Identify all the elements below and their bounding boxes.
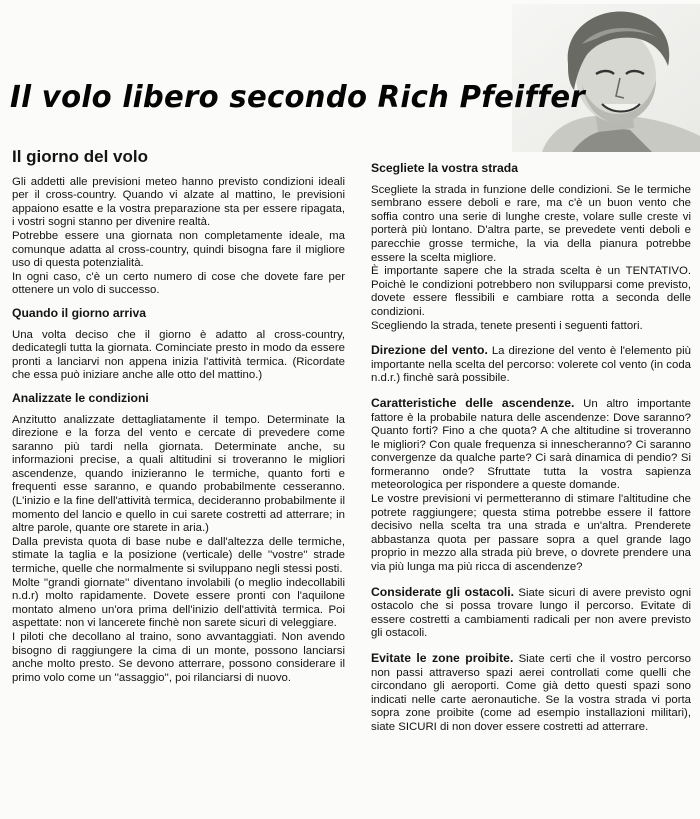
lift-characteristics-text: Un altro importante fattore è la probabile natura delle ascendenze: Dove saranno? Quanto forti? Fino a che quota? A che altitudine si troveranno le migliori? Con quale frequenza si innescheranno? Ci saranno convergenze da qualche parte? Ci sarà dinamica di pendio? Si formeranno onde? Sfruttate tutta la vostra sapienza meteorologica per rispondere a queste domande.: [371, 397, 691, 492]
article-title: Il volo libero secondo Rich Pfeiffer: [10, 80, 586, 115]
analysis-paragraph-3: Molte ''grandi giornate'' diventano involabili (o meglio indecollabili n.d.r) molto rapidamente. Dovete essere pronti con l'aquilone montato almeno un'ora prima dell'inizio dell'attività termica. Poi aspettate: non vi lancerete finchè non sarete sicuri di veleggiare.: [12, 576, 345, 630]
forbidden-zones-text: Siate certi che il vostro percorso non passi attraverso spazi aerei controllati come quelli che circondano gli aeroporti. Come già detto questi spazi sono indicati nelle carte aeronautiche. Se la vostra strada vi porta sopra zone proibite (come ad esempio installazioni militari), siate SICURI di non dover essere costretti ad atterrare.: [371, 653, 692, 733]
wind-direction-text: La direzione del vento è l'elemento più importante nella scelta del percorso: volerete col vento (in coda n.d.r.) finchè sarà possibile.: [371, 345, 691, 385]
subheading-analysis: Analizzate le condizioni: [12, 390, 149, 405]
author-portrait-photo: [512, 4, 700, 152]
lift-characteristics-lead: Caratteristiche delle ascendenze.: [371, 395, 575, 410]
analysis-paragraph-1: Anzitutto analizzate dettagliatamente il tempo. Determinate la direzione e la forza del vento e cercate di prevedere come saranno più tardi nella giornata. Determinate anche, su informazioni precise, a quali altitudini si troveranno le migliori ascendenze, quando inizieranno le termiche, quanto forti e frequenti esse saranno, e quando probabilmente cesseranno. (L'inizio e la fine dell'attività termica, decideranno probabilmente il momento del lancio e quello in cui sarete costretti ad atterrare; in altre parole, quante ore starete in aria.): [12, 413, 345, 535]
subheading-route: Scegliete la vostra strada: [371, 161, 518, 175]
analysis-paragraph-4: I piloti che decollano al traino, sono avvantaggiati. Non avendo bisogno di raggiungere la cima di un monte, possono lanciarsi anche molto presto. Se devono atterrare, possono considerare il primo volo come un ''assaggio'', poi rilanciarsi di nuovo.: [12, 631, 345, 684]
wind-direction-lead: Direzione del vento.: [371, 343, 488, 358]
lift-characteristics-paragraph: [371, 397, 691, 493]
left-column: [12, 148, 345, 685]
obstacles-paragraph: [371, 586, 691, 641]
route-paragraph-2: È importante sapere che la strada scelta è un TENTATIVO. Poichè le condizioni potrebbero non svilupparsi come previsto, dovete essere flessibili e cambiare rotta a seconda delle condizioni.: [371, 265, 691, 318]
forbidden-zones-lead: Evitate le zone proibite.: [371, 651, 514, 665]
lift-characteristics-paragraph-2: Le vostre previsioni vi permetteranno di stimare l'altitudine che potrete raggiungere; questa stima potrebbe essere il fattore decisivo nella scelta tra una strada e un'altra. Prenderete abbastanza quota per passare sopra a quel grande lago proprio in mezzo alla strada più breve, o dovrete prendere una via più lunga ma più ricca di ascendenze?: [371, 493, 691, 574]
route-paragraph-3: Scegliendo la strada, tenete presenti i seguenti fattori.: [371, 319, 643, 332]
wind-direction-paragraph: [371, 344, 691, 386]
obstacles-text: Siate sicuri di avere previsto ogni ostacolo che si possa trovare lungo il percorso. Evitate di essere costretti a cambiamenti radicali per non avere previsto gli ostacoli.: [371, 586, 691, 640]
intro-paragraph-1: Gli addetti alle previsioni meteo hanno previsto condizioni ideali per il cross-country. Quando vi alzate al mattino, le previsioni appaiono esatte e la vostra preparazione sta per essere ripagata, i vostri sogni stanno per divenire realtà.: [12, 175, 345, 229]
subheading-arrival: Quando il giorno arriva: [12, 305, 147, 320]
obstacles-lead: Considerate gli ostacoli.: [371, 584, 515, 599]
section-title: Il giorno del volo: [12, 147, 148, 166]
intro-paragraph-3: In ogni caso, c'è un certo numero di cose che dovete fare per ottenere un volo di successo.: [12, 270, 345, 297]
forbidden-zones-paragraph: [371, 652, 691, 735]
right-column: [371, 162, 691, 735]
analysis-paragraph-2: Dalla prevista quota di base nube e dall'altezza delle termiche, stimate la taglia e la posizione (verticale) delle ''vostre'' strade termiche, quelle che normalmente si sviluppano negli stessi posti.: [12, 535, 345, 576]
intro-paragraph-2: Potrebbe essere una giornata non completamente ideale, ma comunque adatta al cross-country, quindi bisogna fare il migliore uso di questa potenzialità.: [12, 229, 345, 270]
route-paragraph-1: Scegliete la strada in funzione delle condizioni. Se le termiche sembrano essere deboli e rare, ma c'è un buon vento che soffia contro una serie di lunghe creste, volare sulle creste vi porterà più lontano. D'altra parte, se prevedete venti deboli e parecchie grosse termiche, la via della pianura potrebbe essere la scelta migliore.: [371, 183, 691, 264]
arrival-paragraph: Una volta deciso che il giorno è adatto al cross-country, dedicategli tutta la giornata. Cominciate presto in modo da essere pronti a lanciarvi non appena inizia l'attività termica. (Ricordate che essa può iniziare anche alle otto del mattino.): [12, 328, 345, 382]
